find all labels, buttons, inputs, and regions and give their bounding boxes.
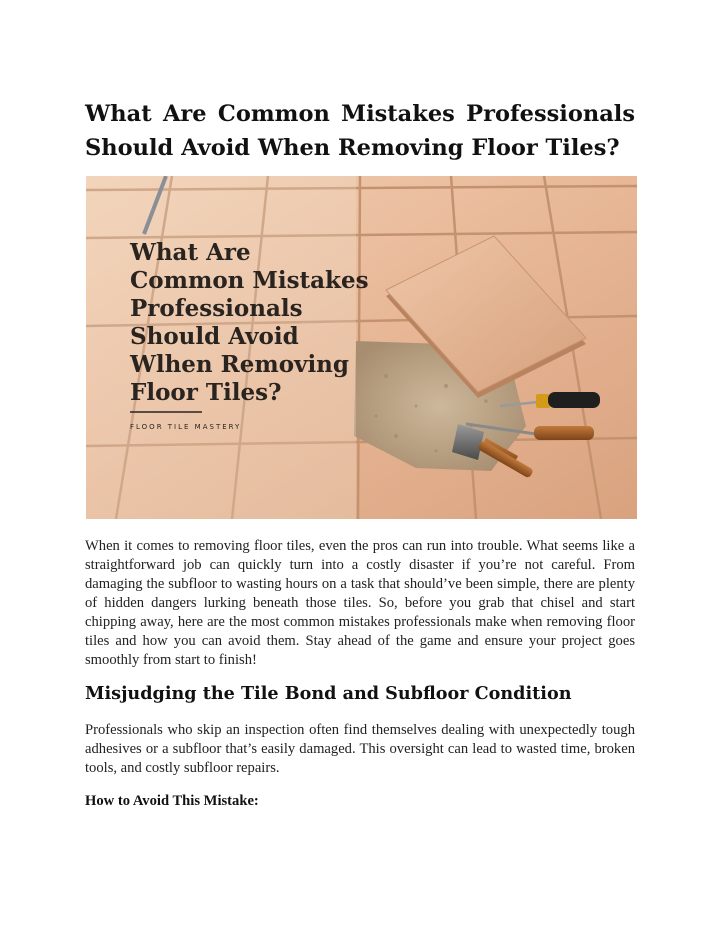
overlay-line-6: Floor Tiles? xyxy=(130,379,282,406)
intro-paragraph: When it comes to removing floor tiles, even the pros can run into trouble. What seems like a straightforward job can quickly turn into a costly disaster if you’re not careful. From damaging the subfloor to wasting hours on a task that should’ve been simple, there are plenty of hidden dangers lurking beneath those tiles. So, before you grab that chisel and start chipping away, here are the most common mistakes professionals make when removing floor tiles and how you can avoid them. Stay ahead of the game and ensure your project goes smoothly from start to finish! xyxy=(85,538,635,668)
overlay-line-5: Wlhen Removing xyxy=(130,351,349,378)
overlay-line-3: Professionals xyxy=(130,295,303,322)
section-heading: Misjudging the Tile Bond and Subfloor Condition xyxy=(85,683,572,704)
hero-image xyxy=(86,176,637,519)
subheading: How to Avoid This Mistake: xyxy=(85,793,259,809)
overlay-line-1: What Are xyxy=(130,239,251,266)
article-title: What Are Common Mistakes Professionals Should Avoid When Removing Floor Tiles? xyxy=(85,101,635,161)
tile-floor-illustration xyxy=(86,176,637,519)
overlay-line-4: Should Avoid xyxy=(130,323,299,350)
overlay-brand: FLOOR TILE MASTERY xyxy=(130,423,242,431)
section-paragraph: Professionals who skip an inspection often find themselves dealing with unexpectedly tough adhesives or a subfloor that’s easily damaged. This oversight can lead to wasted time, broken tools, and costly subfloor repairs. xyxy=(85,722,635,776)
overlay-line-2: Common Mistakes xyxy=(130,267,369,294)
